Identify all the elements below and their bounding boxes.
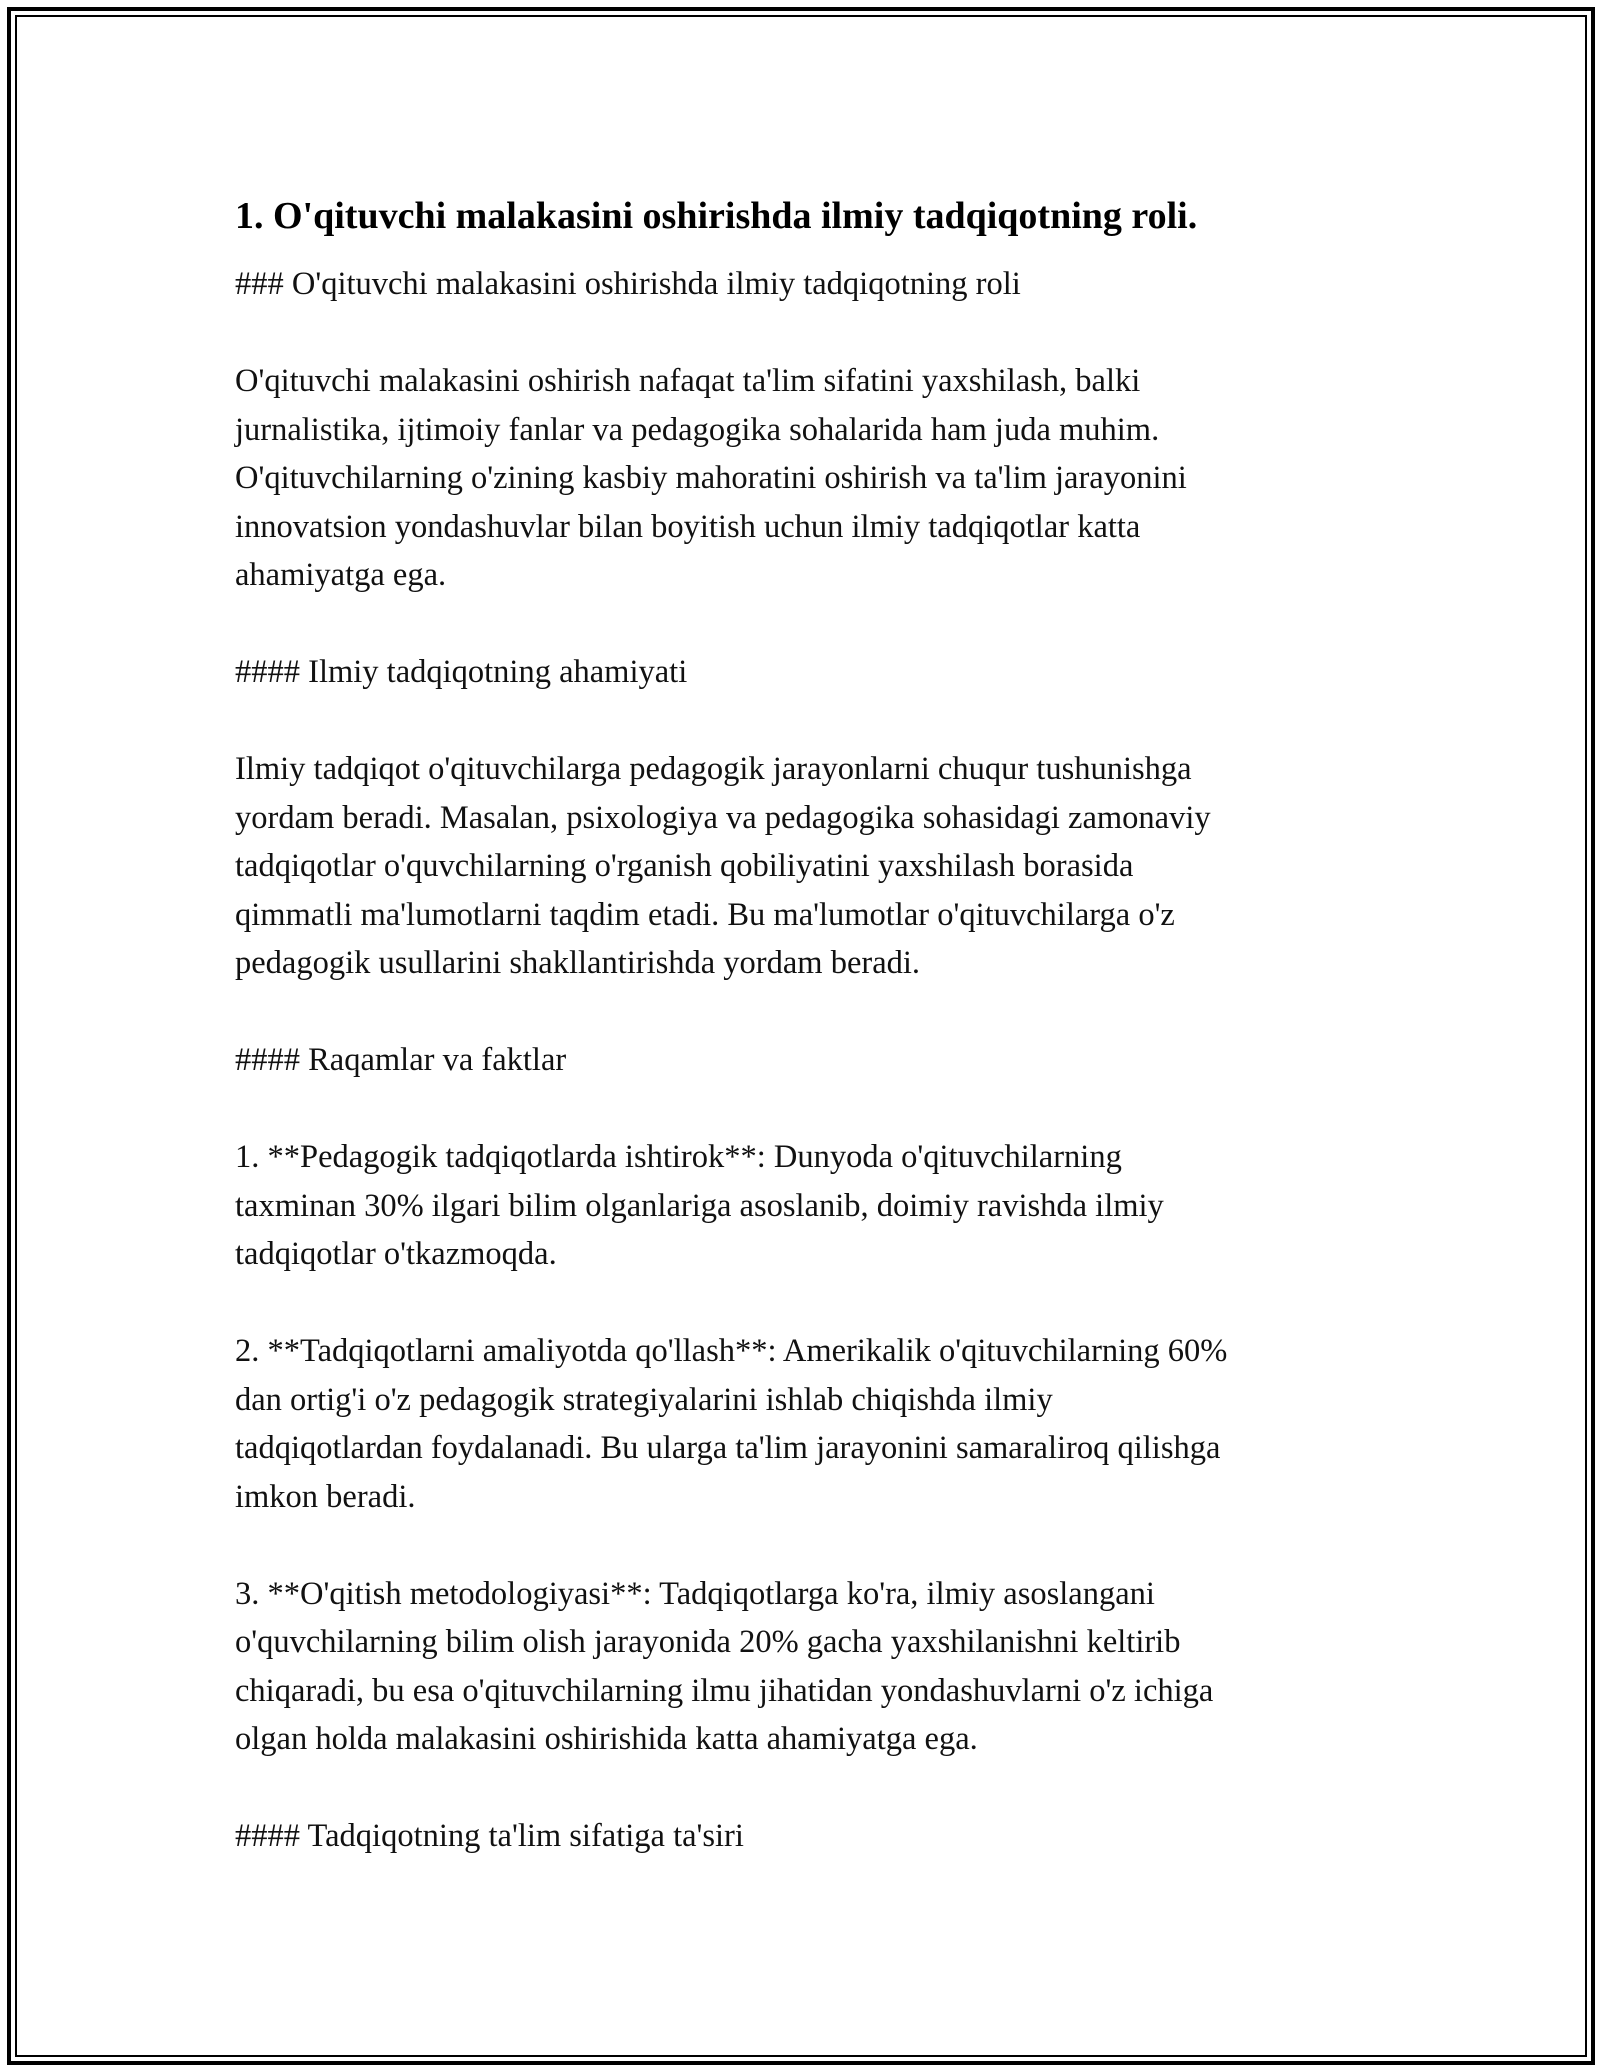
text-line: #### Ilmiy tadqiqotning ahamiyati (235, 654, 688, 690)
text-line: #### Tadqiqotning ta'lim sifatiga ta'siri (235, 1818, 744, 1854)
text-line: imkon beradi. (235, 1478, 416, 1515)
text-line: ### O'qituvchi malakasini oshirishda ilmiy tadqiqotning roli (235, 266, 1021, 302)
text-line: olgan holda malakasini oshirishida katta ahamiyatga ega. (235, 1721, 978, 1757)
text-line: innovatsion yondashuvlar bilan boyitish uchun ilmiy tadqiqotlar katta (235, 508, 1141, 545)
text-line: 2. **Tadqiqotlarni amaliyotda qo'llash**: Amerikalik o'qituvchilarning 60% (235, 1333, 1228, 1369)
text-line: dan ortig'i o'z pedagogik strategiyalarini ishlab chiqishda ilmiy (235, 1381, 1053, 1418)
text-line: pedagogik usullarini shakllantirishda yordam beradi. (235, 945, 921, 981)
list-item (235, 1327, 1385, 1521)
text-line: #### Raqamlar va faktlar (235, 1042, 567, 1078)
section-heading (235, 1036, 1385, 1085)
text-line: Ilmiy tadqiqot o'qituvchilarga pedagogik jarayonlarni chuqur tushunishga (235, 751, 1192, 787)
text-line: 3. **O'qitish metodologiyasi**: Tadqiqotlarga ko'ra, ilmiy asoslangani (235, 1575, 1155, 1612)
document-title: 1. O'qituvchi malakasini oshirishda ilmiy tadqiqotning roli. (235, 195, 1198, 237)
text-line: tadqiqotlar o'tkazmoqda. (235, 1236, 557, 1272)
text-line: ahamiyatga ega. (235, 557, 447, 593)
text-line: tadqiqotlardan foydalanadi. Bu ularga ta'lim jarayonini samaraliroq qilishga (235, 1430, 1221, 1466)
paragraph (235, 357, 1385, 600)
text-line: O'qituvchilarning o'zining kasbiy mahoratini oshirish va ta'lim jarayonini (235, 460, 1187, 496)
text-line: jurnalistika, ijtimoiy fanlar va pedagogika sohalarida ham juda muhim. (235, 411, 1160, 448)
text-line: tadqiqotlar o'quvchilarning o'rganish qobiliyatini yaxshilash borasida (235, 848, 1134, 884)
text-line: 1. **Pedagogik tadqiqotlarda ishtirok**: Dunyoda o'qituvchilarning (235, 1139, 1122, 1175)
paragraph (235, 745, 1385, 988)
section-heading (235, 648, 1385, 697)
text-line: O'qituvchi malakasini oshirish nafaqat ta'lim sifatini yaxshilash, balki (235, 363, 1141, 399)
section-heading (235, 260, 1385, 309)
text-line: o'quvchilarning bilim olish jarayonida 20% gacha yaxshilanishni keltirib (235, 1624, 1181, 1660)
text-line: yordam beradi. Masalan, psixologiya va pedagogika sohasidagi zamonaviy (235, 799, 1211, 836)
list-item (235, 1133, 1385, 1279)
text-line: chiqaradi, bu esa o'qituvchilarning ilmu jihatidan yondashuvlarni o'z ichiga (235, 1672, 1214, 1709)
document-body (235, 186, 1385, 1861)
list-item (235, 1570, 1385, 1764)
text-line: taxminan 30% ilgari bilim olganlariga asoslanib, doimiy ravishda ilmiy (235, 1187, 1164, 1224)
text-line: qimmatli ma'lumotlarni taqdim etadi. Bu ma'lumotlar o'qituvchilarga o'z (235, 896, 1175, 933)
section-heading (235, 1812, 1385, 1861)
